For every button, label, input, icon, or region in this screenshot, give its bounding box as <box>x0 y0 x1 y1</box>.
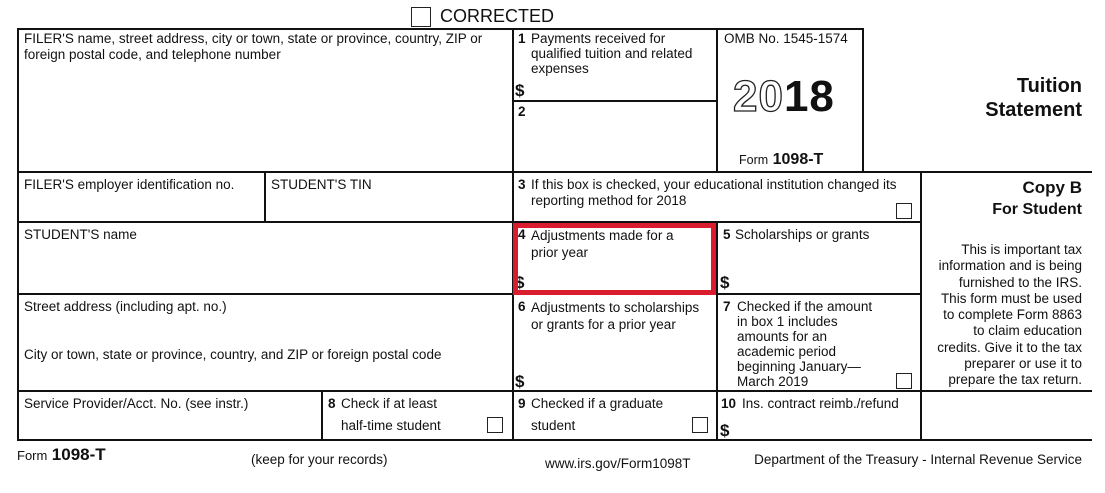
service-provider-field[interactable] <box>20 414 318 438</box>
box1-number: 1 <box>518 31 526 46</box>
form-title-line1: Tuition <box>1016 75 1082 97</box>
copy-b-label: Copy B <box>1022 178 1082 197</box>
tax-year-bold: 18 <box>783 72 835 121</box>
corrected-label: CORRECTED <box>440 6 555 26</box>
important-notice: This is important tax information and is being furnished to the IRS. This form must be used to complete Form 8863 to claim education credits. Give it to the tax preparer or use it to prepare the tax return. <box>937 242 1082 388</box>
rule <box>862 28 864 173</box>
for-student-label: For Student <box>992 201 1082 218</box>
box7-label: Checked if the amount in box 1 includes amounts for an academic period beginning January— March 2019 <box>737 299 873 389</box>
tax-year <box>733 72 835 122</box>
box6-amount-field[interactable] <box>530 369 712 388</box>
rule <box>264 171 266 223</box>
corrected-checkbox[interactable] <box>411 7 431 27</box>
box10-dollar-sign: $ <box>720 421 730 440</box>
box6-label: Adjustments to scholarships or grants for a prior year <box>531 300 700 332</box>
rule <box>17 221 921 223</box>
box5-dollar-sign: $ <box>720 273 730 292</box>
box5-number: 5 <box>723 227 731 242</box>
box8-checkbox[interactable] <box>487 417 503 433</box>
footer-form-prefix: Form <box>17 448 48 463</box>
box5-amount-field[interactable] <box>735 270 917 290</box>
box2-number: 2 <box>518 104 526 119</box>
box8-number: 8 <box>328 396 336 411</box>
form-title-line2: Statement <box>985 99 1082 121</box>
box5-label: Scholarships or grants <box>735 227 870 242</box>
box2-field[interactable] <box>530 118 714 170</box>
street-address-label: Street address (including apt. no.) <box>24 299 227 314</box>
box3-checkbox[interactable] <box>896 203 912 219</box>
box4-highlight <box>513 223 716 295</box>
rule <box>513 100 717 102</box>
box1-amount-field[interactable] <box>530 80 714 99</box>
box1-dollar-sign: $ <box>515 81 525 100</box>
box6-number: 6 <box>518 299 526 314</box>
box6-dollar-sign: $ <box>515 372 525 391</box>
footer-url[interactable]: www.irs.gov/Form1098T <box>545 456 691 471</box>
city-label: City or town, state or province, country, and ZIP or foreign postal code <box>24 347 442 362</box>
service-provider-label: Service Provider/Acct. No. (see instr.) <box>24 396 249 411</box>
student-name-label: STUDENT'S name <box>24 227 137 242</box>
footer-keep-note: (keep for your records) <box>251 452 388 467</box>
box9-label-line2: student <box>531 418 576 433</box>
box10-number: 10 <box>721 396 737 411</box>
form-id-header <box>739 151 823 169</box>
rule <box>17 171 1092 173</box>
box3-number: 3 <box>518 177 526 192</box>
box10-amount-field[interactable] <box>735 418 917 437</box>
box8-label-line2: half-time student <box>341 418 441 433</box>
rule <box>17 28 19 441</box>
footer-form-name: 1098-T <box>51 445 106 464</box>
rule <box>17 439 1092 441</box>
box9-label-line1: Checked if a graduate <box>531 396 664 411</box>
filer-name-label: FILER'S name, street address, city or town, state or province, country, ZIP or foreign postal code, and telephone number <box>24 31 483 62</box>
filer-ein-field[interactable] <box>20 195 262 220</box>
box7-checkbox[interactable] <box>896 373 912 389</box>
filer-name-field[interactable] <box>20 66 510 170</box>
box10-label: Ins. contract reimb./refund <box>742 396 899 411</box>
rule <box>17 390 1092 392</box>
box4-number: 4 <box>518 227 526 242</box>
student-tin-label: STUDENT'S TIN <box>271 177 372 192</box>
rule <box>321 390 323 441</box>
student-tin-field[interactable] <box>268 195 510 220</box>
box8-label-line1: Check if at least <box>341 396 438 411</box>
box9-number: 9 <box>518 396 526 411</box>
form-title <box>985 74 1082 122</box>
box4-label: Adjustments made for a prior year <box>531 228 674 260</box>
rule <box>17 293 921 295</box>
box3-label: If this box is checked, your educational institution changed its reporting method for 2018 <box>531 177 897 208</box>
rule <box>716 221 718 441</box>
omb-number: OMB No. 1545-1574 <box>724 31 848 46</box>
rule <box>17 28 863 30</box>
student-name-field[interactable] <box>20 246 510 291</box>
rule <box>716 28 718 173</box>
rule <box>920 171 922 441</box>
box4-dollar-sign: $ <box>515 273 525 292</box>
filer-ein-label: FILER'S employer identification no. <box>24 177 235 192</box>
tax-year-outline: 20 <box>733 72 784 121</box>
box1-label: Payments received for qualified tuition and related expenses <box>531 31 693 76</box>
street-address-field[interactable] <box>20 317 510 343</box>
copy-designation <box>992 177 1082 221</box>
city-field[interactable] <box>20 366 510 388</box>
footer-department: Department of the Treasury - Internal Revenue Service <box>754 452 1082 467</box>
box9-checkbox[interactable] <box>692 417 708 433</box>
form-name: 1098-T <box>772 151 824 168</box>
footer-form-id <box>17 445 106 465</box>
form-prefix: Form <box>739 153 769 167</box>
box7-number: 7 <box>723 299 731 314</box>
